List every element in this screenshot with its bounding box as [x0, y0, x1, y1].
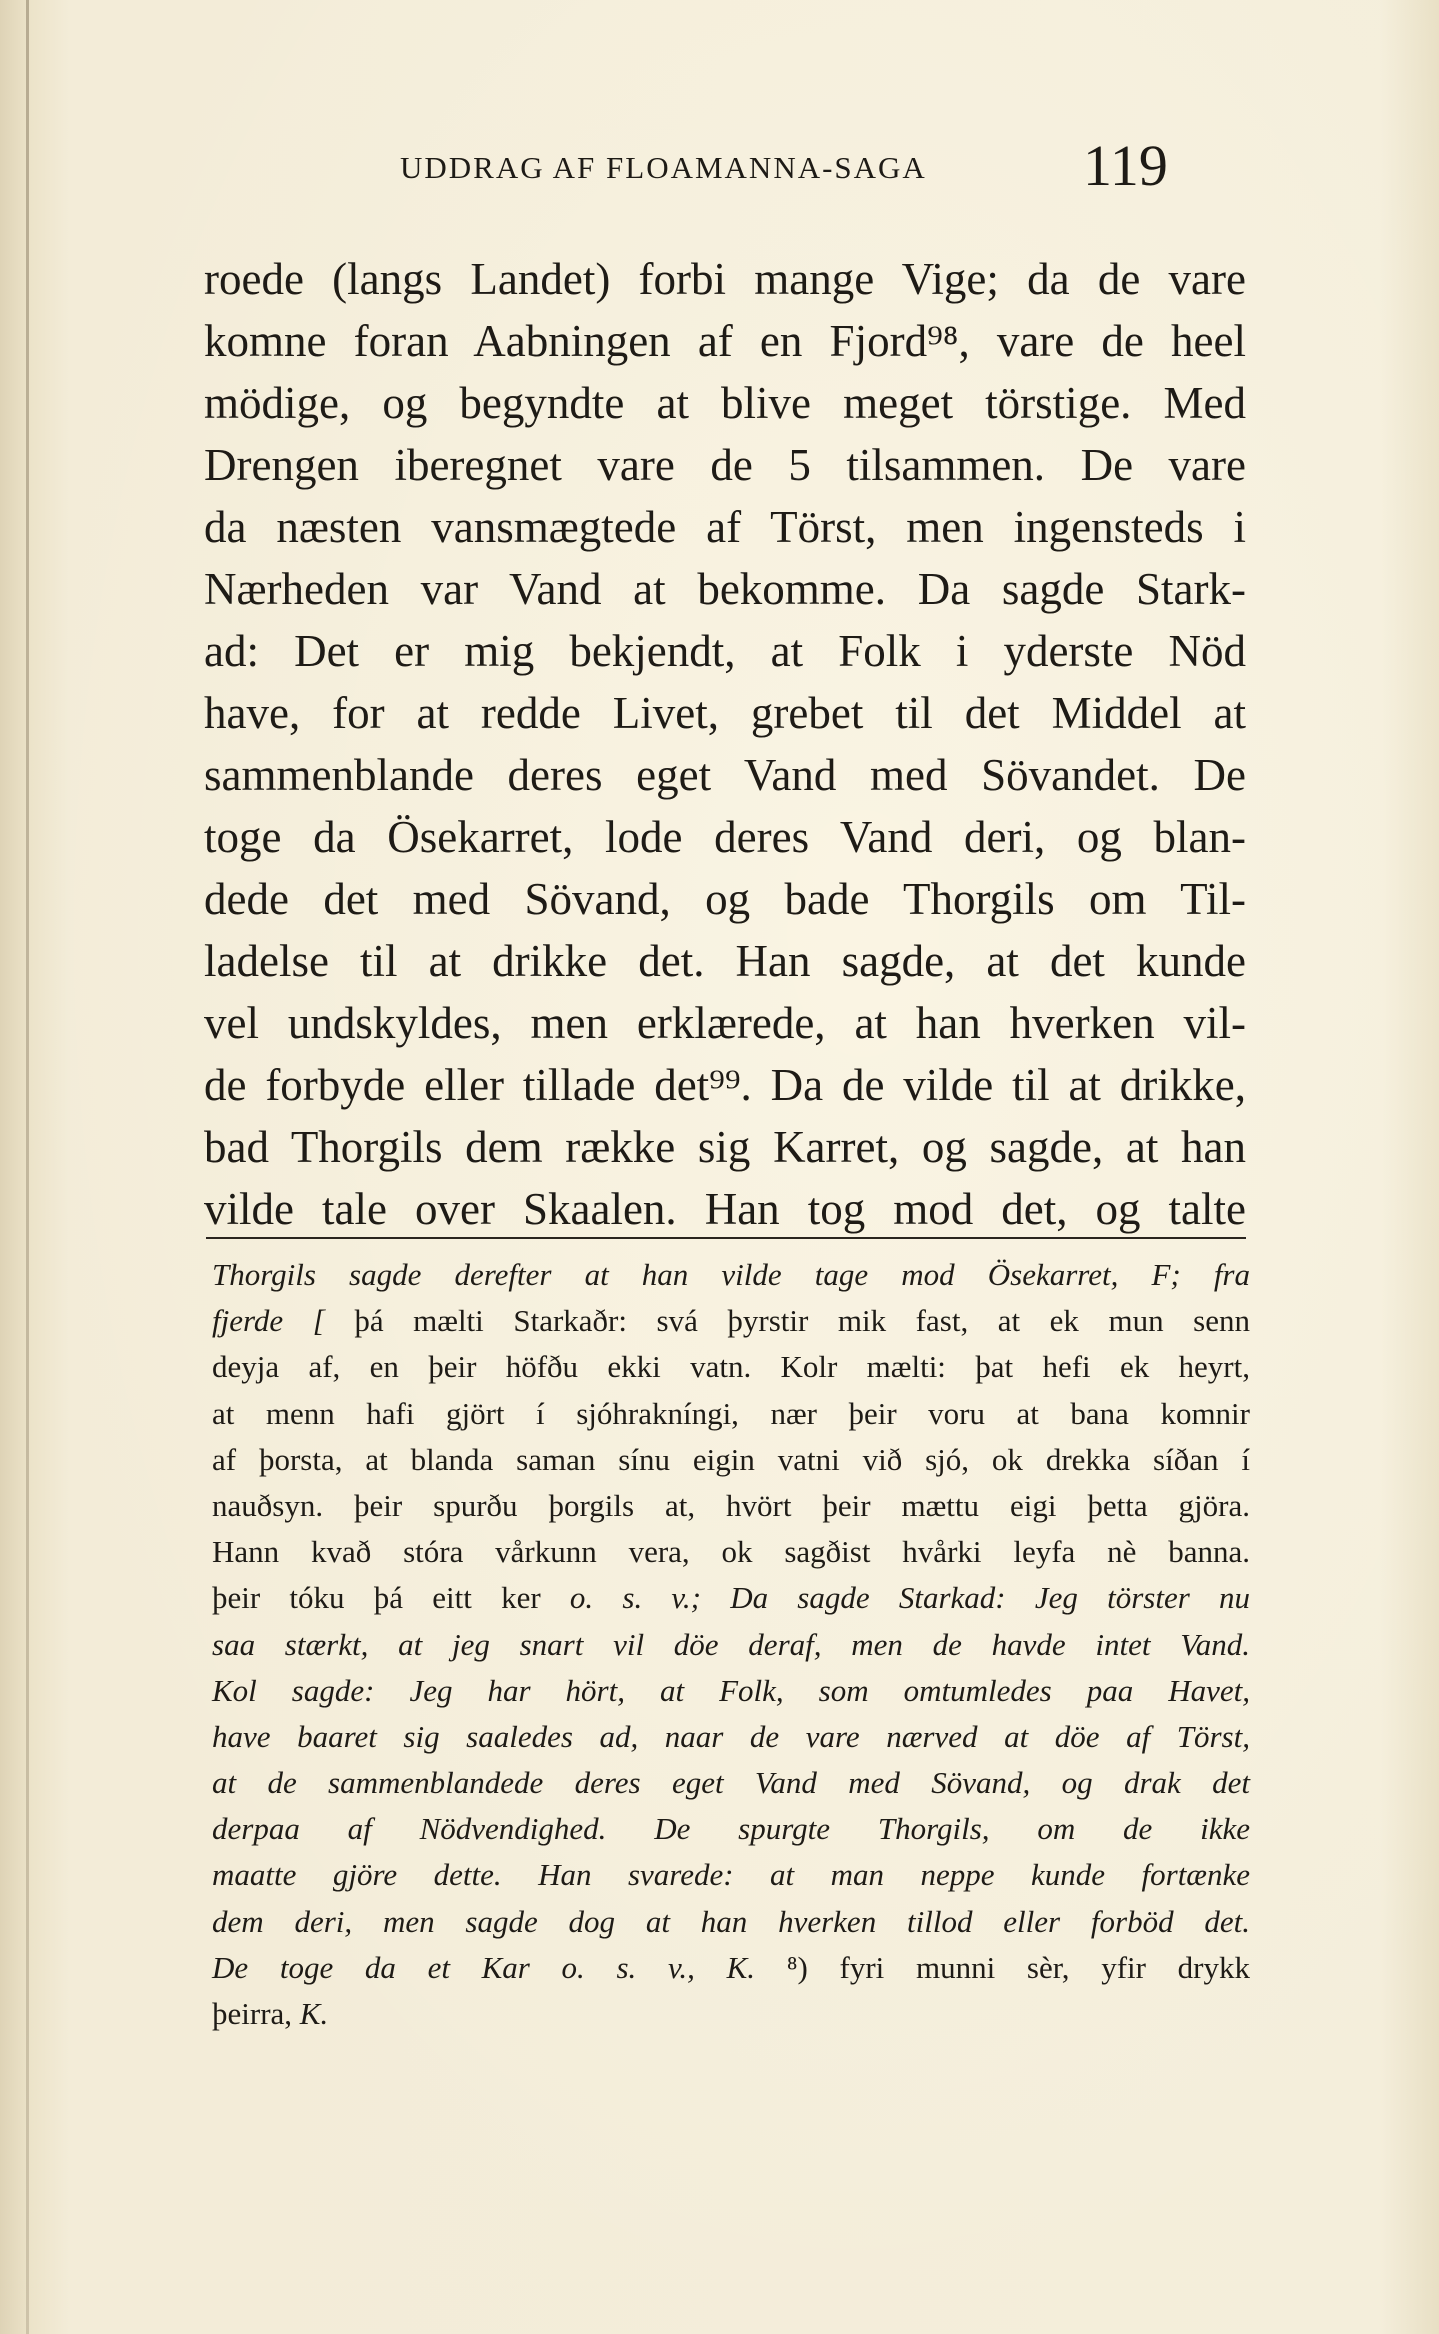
- roman-run: þá mælti Starkaðr: svá þyrstir mik fast, at ek mun senn: [354, 1303, 1250, 1339]
- text-line: sammenblande deres eget Vand med Sövandet. De: [204, 750, 1246, 800]
- text-line: vel undskyldes, men erklærede, at han hverken vil-: [204, 998, 1246, 1048]
- footnote-rule: [206, 1237, 1246, 1239]
- footnote-line: [212, 1852, 1250, 1898]
- footnotes: [212, 1252, 1250, 2037]
- italic-run: De toge da et Kar o. s. v., K.: [212, 1949, 787, 1985]
- text-line: roede (langs Landet) forbi mange Vige; da de vare: [204, 254, 1246, 304]
- roman-run: at menn hafi gjört í sjóhrakníngi, nær þeir voru at bana komnir: [212, 1395, 1250, 1431]
- text-line: mödige, og begyndte at blive meget törstige. Med: [204, 378, 1246, 428]
- italic-run: o. s. v.; Da sagde Starkad: Jeg törster nu: [569, 1580, 1251, 1616]
- roman-run: þeirra,: [212, 1996, 300, 2031]
- footnote-line: [212, 1945, 1250, 1991]
- text-line: vilde tale over Skaalen. Han tog mod det, og talte: [204, 1184, 1246, 1234]
- running-head: UDDRAG AF FLOAMANNA-SAGA: [400, 150, 927, 185]
- italic-run: K.: [299, 1996, 329, 2031]
- footnote-line: [212, 1899, 1250, 1945]
- footnote-line: [212, 1252, 1250, 1298]
- page-number: 119: [1083, 133, 1168, 198]
- footnote-line: [212, 1391, 1250, 1437]
- text-line: de forbyde eller tillade det⁹⁹. Da de vilde til at drikke,: [204, 1060, 1246, 1110]
- text-line: komne foran Aabningen af en Fjord⁹⁸, vare de heel: [204, 316, 1246, 366]
- roman-run: nauðsyn. þeir spurðu þorgils at, hvört þeir mættu eigi þetta gjöra.: [212, 1487, 1250, 1523]
- footnote-line: [212, 1529, 1250, 1575]
- italic-run: saa stærkt, at jeg snart vil döe deraf, men de havde intet Vand.: [212, 1626, 1250, 1662]
- italic-run: dem deri, men sagde dog at han hverken tillod eller forböd det.: [212, 1903, 1250, 1939]
- text-line: dede det med Sövand, og bade Thorgils om Til-: [204, 874, 1246, 924]
- italic-run: at de sammenblandede deres eget Vand med Sövand, og drak det: [212, 1765, 1250, 1801]
- text-line: ladelse til at drikke det. Han sagde, at det kunde: [204, 936, 1246, 986]
- footnote-line: [212, 1298, 1250, 1344]
- footnote-line: [212, 1806, 1250, 1852]
- text-line: bad Thorgils dem række sig Karret, og sagde, at han: [204, 1122, 1246, 1172]
- footnote-line: [212, 1714, 1250, 1760]
- italic-run: fjerde [: [212, 1303, 355, 1339]
- footnote-line: [212, 1760, 1250, 1806]
- italic-run: have baaret sig saaledes ad, naar de vare nærved at döe af Törst,: [212, 1718, 1250, 1754]
- text-line: Nærheden var Vand at bekomme. Da sagde Stark-: [204, 564, 1246, 614]
- roman-run: deyja af, en þeir höfðu ekki vatn. Kolr mælti: þat hefi ek heyrt,: [212, 1349, 1250, 1385]
- italic-run: Kol sagde: Jeg har hört, at Folk, som omtumledes paa Havet,: [212, 1672, 1250, 1708]
- binding-edge: [26, 0, 29, 2334]
- italic-run: maatte gjöre dette. Han svarede: at man neppe kunde fortænke: [212, 1857, 1250, 1893]
- text-line: da næsten vansmægtede af Törst, men ingensteds i: [204, 502, 1246, 552]
- footnote-line: [212, 1344, 1250, 1390]
- footnote-line: [212, 1668, 1250, 1714]
- roman-run: þeir tóku þá eitt ker: [212, 1580, 570, 1616]
- text-line: have, for at redde Livet, grebet til det Middel at: [204, 688, 1246, 738]
- roman-run: Hann kvað stóra vårkunn vera, ok sagðist hvårki leyfa nè banna.: [212, 1534, 1250, 1570]
- footnote-line: [212, 1991, 1250, 2037]
- roman-run: af þorsta, at blanda saman sínu eigin vatni við sjó, ok drekka síðan í: [212, 1441, 1250, 1477]
- footnote-line: [212, 1575, 1250, 1621]
- main-text: [204, 248, 1246, 1240]
- footnote-line: [212, 1437, 1250, 1483]
- text-line: ad: Det er mig bekjendt, at Folk i yderste Nöd: [204, 626, 1246, 676]
- roman-run: ⁸) fyri munni sèr, yfir drykk: [786, 1949, 1250, 1985]
- footnote-line: [212, 1483, 1250, 1529]
- italic-run: derpaa af Nödvendighed. De spurgte Thorgils, om de ikke: [212, 1811, 1250, 1847]
- text-line: toge da Ösekarret, lode deres Vand deri, og blan-: [204, 812, 1246, 862]
- footnote-line: [212, 1622, 1250, 1668]
- italic-run: Thorgils sagde derefter at han vilde tage mod Ösekarret, F; fra: [212, 1257, 1250, 1292]
- text-line: Drengen iberegnet vare de 5 tilsammen. De vare: [204, 440, 1246, 490]
